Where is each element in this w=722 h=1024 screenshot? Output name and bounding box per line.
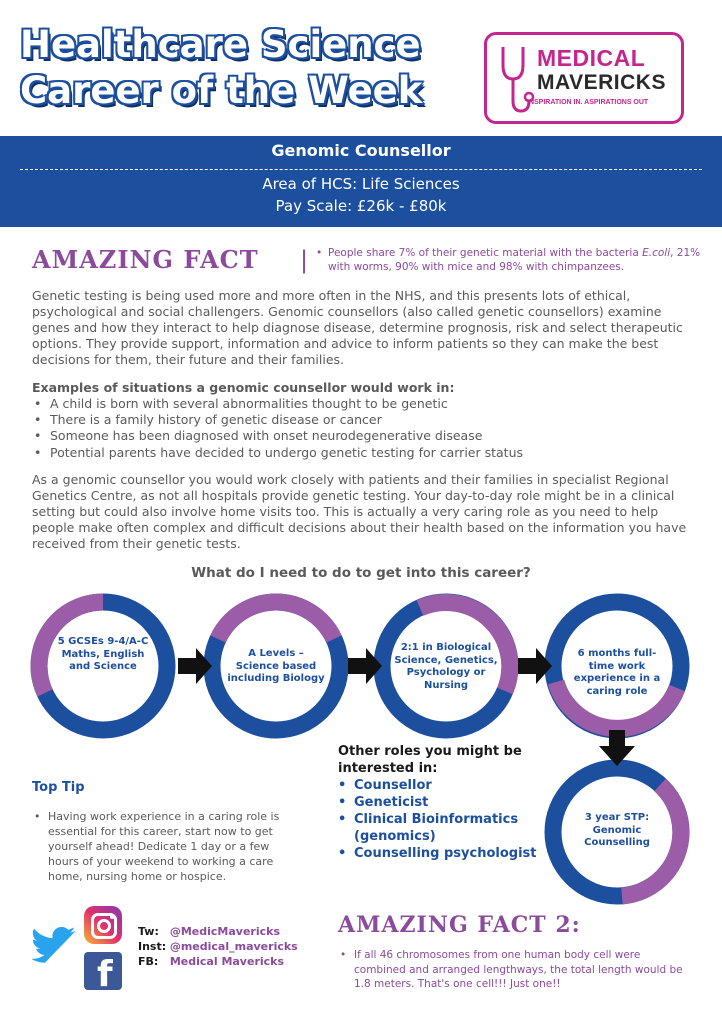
logo-tagline: INSPIRATION IN. ASPIRATIONS OUT	[527, 99, 649, 106]
logo-medical: MEDICAL	[537, 45, 646, 71]
instagram-handle[interactable]: @medical_mavericks	[169, 940, 298, 953]
bullet: •	[34, 810, 41, 823]
amazing-fact-text	[316, 246, 708, 274]
medical-mavericks-logo	[484, 32, 684, 124]
twitter-label: Tw:	[138, 925, 159, 938]
career-pay-scale: Pay Scale: £26k - £80k	[275, 197, 447, 215]
list-item: • Clinical Bioinformatics (genomics)	[338, 811, 538, 845]
title-line-1: Healthcare Science	[20, 23, 421, 66]
bullet: •	[316, 247, 323, 259]
top-tip-text	[34, 809, 288, 884]
amazing-fact-heading: AMAZING FACT	[32, 245, 259, 274]
career-area: Area of HCS: Life Sciences	[262, 175, 460, 193]
role-paragraph: As a genomic counsellor you would work closely with patients and their families in specialist Regional Genetics Centre, as not all hospitals provide genetic testing. Your day-to-day role might be in a clinical setting but could also involve home visits too. This is actually a very caring role as you need to help people make often complex and difficult decisions about their health based on the information you have received from their genetic tests.	[32, 472, 687, 551]
examples-list	[32, 396, 692, 461]
pathway-step-4: 6 months full-time work experience in a caring role	[573, 648, 661, 697]
twitter-icon[interactable]	[32, 927, 76, 965]
amazing-fact-separator: |	[300, 246, 309, 274]
career-role: Genomic Counsellor	[271, 141, 451, 160]
list-item: • Counsellor	[338, 777, 538, 794]
pathway-step-1: 5 GCSEs 9-4/A-C Maths, English and Science	[57, 636, 149, 672]
facebook-label: FB:	[138, 955, 159, 968]
top-tip-heading: Top Tip	[32, 780, 85, 795]
intro-paragraph: Genetic testing is being used more and more often in the NHS, and this presents lots of ethical, psychological and social challengers. Genomic counsellors (also called genetic counsellors) examine genes and how they interact to help diagnose disease, determine prognosis, risk and select therapeutic options. They provide support, information and advice to inform patients so they can make the best decisions for them, their future and their families.	[32, 288, 683, 367]
pathway-heading: What do I need to do to get into this career?	[191, 565, 531, 581]
pathway-step-2: A Levels – Science based including Biology	[227, 648, 325, 684]
twitter-handle[interactable]: @MedicMavericks	[169, 925, 280, 938]
other-roles	[338, 743, 538, 862]
social-handles	[138, 924, 298, 969]
list-item: • A child is born with several abnormalities thought to be genetic	[32, 396, 692, 412]
banner-divider	[20, 169, 702, 170]
facebook-icon[interactable]: f	[84, 952, 122, 990]
title-line-2: Career of the Week	[20, 69, 423, 112]
other-roles-list	[338, 777, 538, 862]
list-item: • Potential parents have decided to undergo genetic testing for carrier status	[32, 445, 692, 461]
fact-text-italic: E.coli	[642, 247, 671, 259]
facebook-handle[interactable]: Medical Mavericks	[169, 955, 285, 968]
list-item: • Counselling psychologist	[338, 845, 538, 862]
list-item: • Geneticist	[338, 794, 538, 811]
page-title	[20, 22, 460, 114]
other-roles-heading: Other roles you might be interested in:	[338, 744, 522, 776]
fact-text-part: People share 7% of their genetic material with the bacteria	[328, 247, 643, 259]
instagram-label: Inst:	[138, 940, 167, 953]
amazing-fact-2-heading: AMAZING FACT 2:	[338, 912, 581, 938]
instagram-icon[interactable]	[84, 906, 122, 944]
career-banner	[0, 136, 722, 227]
bullet: •	[340, 949, 347, 961]
list-item: • Someone has been diagnosed with onset neurodegenerative disease	[32, 428, 692, 444]
pathway-step-3: 2:1 in Biological Science, Genetics, Psychology or Nursing	[394, 642, 498, 691]
logo-mavericks: MAVERICKS	[537, 71, 666, 94]
amazing-fact-2-text	[340, 948, 684, 992]
top-tip-body: Having work experience in a caring role is essential for this career, start now to get yourself ahead! Dedicate 1 day or a few hours of your weekend to working a care home, nursing home or hospice.	[48, 810, 280, 883]
list-item: • There is a family history of genetic disease or cancer	[32, 412, 692, 428]
pathway-step-5: 3 year STP: Genomic Counselling	[584, 812, 650, 848]
fact-text-part: , 21% with worms, 90% with mice and 98% with chimpanzees.	[328, 247, 701, 273]
fact-2-body: If all 46 chromosomes from one human body cell were combined and arranged lengthways, the total length would be 1.8 meters. That's one cell!!! Just one!!	[354, 949, 683, 990]
examples-heading: Examples of situations a genomic counsellor would work in:	[32, 380, 455, 395]
